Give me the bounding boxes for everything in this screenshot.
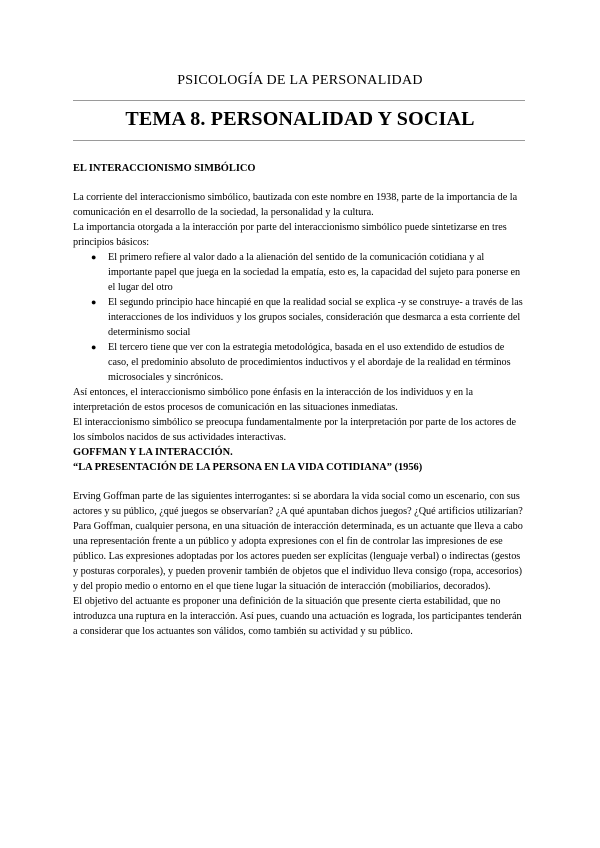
paragraph: Así entonces, el interaccionismo simbólico pone énfasis en la interacción de los individuos y en la interpretación de estos procesos de comunicación en las situaciones inmediatas. [73, 387, 474, 413]
paragraph: Para Goffman, cualquier persona, en una situación de interacción determinada, es un actuante que lleva a cabo una representación frente a un público y adopta expresiones con el fin de controlar las impresiones de ese público. Las expresiones adoptadas por los actores pueden ser explícitas (lenguaje verbal) o indirectas (gestos y posturas corporales), y pueden provenir también de objetos que el individuo lleva consigo (ropa, accesorios) y del propio medio o entorno en el que tiene lugar la situación de interacción (mobiliarios, decorados). [73, 521, 523, 592]
paragraph: La importancia otorgada a la interacción por parte del interaccionismo simbólico puede sintetizarse en tres principios básicos: [73, 222, 507, 248]
paragraph: El interaccionismo simbólico se preocupa fundamentalmente por la interpretación por parte de los actores de los símbolos nacidos de sus actividades interactivas. [73, 417, 516, 443]
title-bottom-rule [73, 140, 525, 141]
bullet-icon: ● [91, 252, 97, 262]
course-title: PSICOLOGÍA DE LA PERSONALIDAD [177, 73, 423, 88]
topic-title: TEMA 8. PERSONALIDAD Y SOCIAL [125, 108, 475, 130]
list-item-text: El segundo principio hace hincapié en que la realidad social se explica -y se construye- a través de las interacciones de los individuos y los grupos sociales, consideración que desmarca a esta corriente del determinismo social [108, 297, 523, 338]
list-item [91, 340, 525, 385]
list-item-text: El primero refiere al valor dado a la alienación del sentido de la comunicación cotidiana y al importante papel que juega en la sociedad la empatía, esto es, la capacidad del sujeto para ponerse en el lugar del otro [108, 252, 521, 293]
section-heading-goffman: GOFFMAN Y LA INTERACCIÓN. [73, 447, 233, 458]
list-item-text: El tercero tiene que ver con la estrategia metodológica, basada en el uso extendido de estudios de caso, el predominio absoluto de procedimientos inductivos y el abordaje de la realidad en términos microsociales y sincrónicos. [108, 342, 511, 383]
section-subheading-presentacion: “LA PRESENTACIÓN DE LA PERSONA EN LA VIDA COTIDIANA” (1956) [73, 462, 423, 473]
paragraph: Erving Goffman parte de las siguientes interrogantes: si se abordara la vida social como un escenario, con sus actores y su público, ¿qué juegos se observarían? ¿A qué apuntaban dichos juegos? ¿Qué artificios utilizarían? [73, 491, 523, 517]
paragraph: El objetivo del actuante es proponer una definición de la situación que presente cierta estabilidad, que no introduzca una ruptura en la interacción. Así pues, cuando una actuación es lograda, los participantes tenderán a considerar que los actuantes son válidos, como también su actividad y su público. [73, 596, 522, 637]
list-item [91, 250, 525, 295]
paragraph: La corriente del interaccionismo simbólico, bautizada con este nombre en 1938, parte de la importancia de la comunicación en el desarrollo de la sociedad, la personalidad y la cultura. [73, 192, 518, 218]
title-top-rule [73, 100, 525, 101]
list-item [91, 295, 525, 340]
principles-list [73, 250, 525, 385]
bullet-icon: ● [91, 342, 97, 352]
section-heading-interaccionismo: EL INTERACCIONISMO SIMBÓLICO [73, 163, 256, 174]
document-body [73, 161, 525, 639]
bullet-icon: ● [91, 297, 97, 307]
